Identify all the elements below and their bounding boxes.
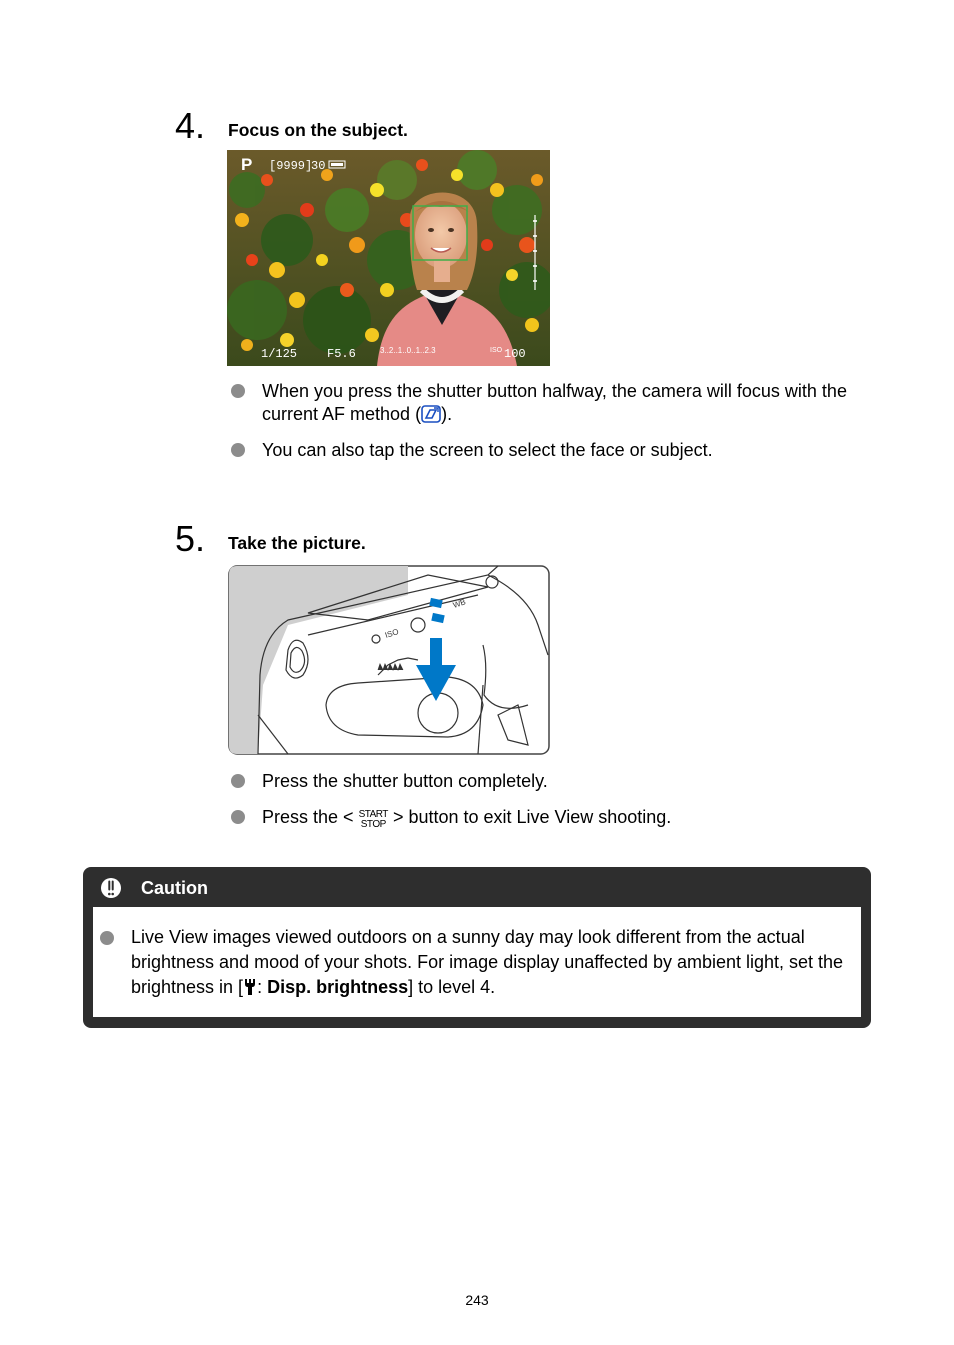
- bullet-dot: [231, 774, 245, 788]
- step-4-bullets: [230, 380, 870, 472]
- camera-shutter-illustration: [228, 565, 550, 755]
- wb-button-label: WB: [451, 597, 467, 610]
- shots-remaining-label: [9999]: [269, 159, 313, 173]
- page-number: 243: [465, 1292, 489, 1308]
- bullet-dot: [231, 810, 245, 824]
- bullet-dot: [231, 384, 245, 398]
- bullet-dot: [100, 931, 114, 945]
- bullet-dot: [231, 443, 245, 457]
- bullet-text: Press the shutter button completely.: [262, 771, 548, 791]
- caution-icon: [99, 876, 123, 905]
- iso-label: ISO: [490, 347, 503, 354]
- bullet-text-end: ).: [441, 404, 453, 424]
- list-item: [230, 770, 870, 793]
- caution-body: [93, 907, 861, 1017]
- caution-box: [83, 867, 871, 1028]
- caution-colon: :: [257, 977, 268, 997]
- caution-setting-name: Disp. brightness: [267, 977, 409, 997]
- shots-extra-label: 30: [311, 159, 326, 173]
- aperture-label: F5.6: [327, 347, 356, 361]
- wrench-icon: [243, 977, 257, 997]
- bullet-text-end: > button to exit Live View shooting.: [392, 807, 672, 827]
- start-stop-button-icon: [359, 810, 388, 830]
- live-view-scene: [227, 150, 550, 366]
- caution-item: [131, 925, 849, 1000]
- bullet-text: You can also tap the screen to select the face or subject.: [262, 440, 713, 460]
- caution-header: [83, 867, 871, 907]
- caution-text: Live View images viewed outdoors on a sunny day may look different from the actual brightness and mood of your shots. For image display unaffected by ambient light, set the brightness in [: [131, 927, 844, 997]
- caution-title: Caution: [141, 878, 208, 898]
- step-5-bullets: [230, 770, 870, 840]
- step-4-title: Focus on the subject.: [228, 120, 408, 140]
- camera-illustration: [228, 565, 550, 755]
- bullet-text: When you press the shutter button halfway, the camera will focus with the current AF method (: [262, 381, 847, 424]
- step-5-title: Take the picture.: [228, 533, 366, 553]
- exposure-scale: 3..2..1..0..1..2.3: [380, 346, 436, 355]
- step-5-number: 5.: [175, 518, 206, 559]
- shooting-mode-label: P: [241, 155, 253, 174]
- caution-text-end: ] to level 4.: [408, 977, 496, 997]
- list-item: [230, 439, 870, 462]
- list-item: [230, 380, 870, 429]
- iso-value: 100: [504, 347, 526, 361]
- iso-button-label: ISO: [383, 627, 400, 640]
- stop-label: STOP: [360, 819, 386, 830]
- live-view-screen-image: [227, 150, 550, 366]
- bullet-text: Press the <: [262, 807, 354, 827]
- start-label: START: [358, 809, 388, 820]
- list-item: [230, 806, 870, 830]
- step-4-number: 4.: [175, 105, 206, 146]
- af-method-icon: [421, 405, 441, 429]
- shutter-speed-label: 1/125: [261, 347, 298, 361]
